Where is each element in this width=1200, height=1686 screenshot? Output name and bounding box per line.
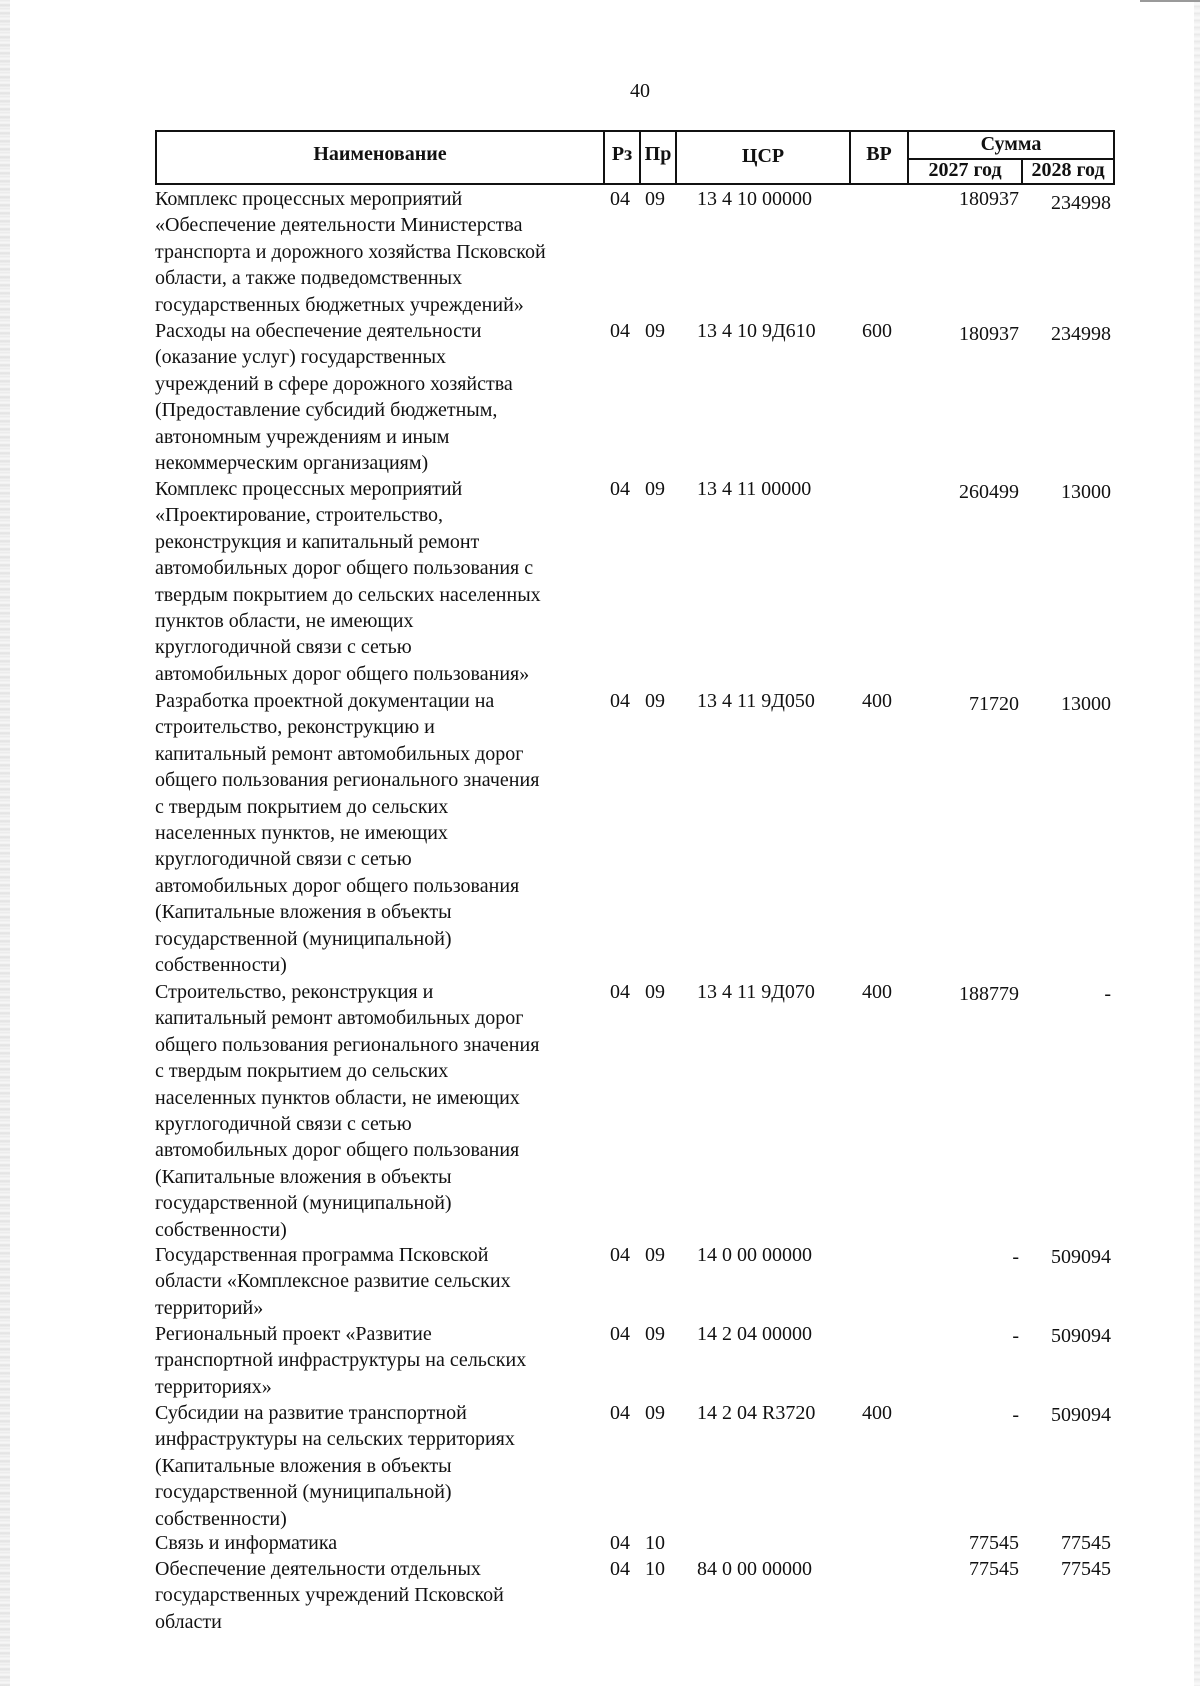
row-pr: 09 bbox=[645, 1402, 665, 1424]
row-sum-2027: 260499 bbox=[959, 481, 1019, 503]
row-rz: 04 bbox=[610, 1244, 630, 1266]
header-csr: ЦСР bbox=[741, 145, 785, 167]
row-pr: 09 bbox=[645, 1323, 665, 1345]
row-pr: 09 bbox=[645, 188, 665, 210]
row-rz: 04 bbox=[610, 690, 630, 712]
row-vr: 400 bbox=[862, 1402, 892, 1424]
row-sum-2027: - bbox=[1012, 1404, 1019, 1426]
row-csr: 14 0 00 00000 bbox=[697, 1244, 812, 1266]
row-pr: 09 bbox=[645, 478, 665, 500]
row-name: Связь и информатика bbox=[155, 1532, 338, 1554]
row-sum-2028: 509094 bbox=[1051, 1404, 1111, 1426]
row-sum-2027: 180937 bbox=[959, 188, 1019, 210]
row-pr: 10 bbox=[645, 1558, 665, 1580]
row-sum-2027: 71720 bbox=[969, 693, 1019, 715]
row-sum-2028: 234998 bbox=[1051, 192, 1111, 214]
row-name: Строительство, реконструкция и капитальный ремонт автомобильных дорог общего пользования регионального значения с твердым покрытием до сельских населенных пунктов области, не имеющих круглогодичной связи с сетью автомобильных дорог общего пользования (Капитальные вложения в объекты государственной (муниципальной) собственности) bbox=[155, 981, 540, 1241]
row-name: Комплекс процессных мероприятий «Обеспечение деятельности Министерства транспорта и дорожного хозяйства Псковской области, а также подведомственных государственных бюджетных учреждений» bbox=[155, 188, 546, 316]
header-name: Наименование bbox=[313, 143, 447, 165]
row-csr: 14 2 04 00000 bbox=[697, 1323, 812, 1345]
page-number: 40 bbox=[630, 80, 650, 102]
row-csr: 13 4 11 00000 bbox=[697, 478, 812, 500]
row-pr: 09 bbox=[645, 320, 665, 342]
scan-edge-right bbox=[1194, 0, 1200, 1686]
row-sum-2027: - bbox=[1012, 1246, 1019, 1268]
row-rz: 04 bbox=[610, 1558, 630, 1580]
row-sum-2027: 77545 bbox=[969, 1532, 1019, 1554]
row-csr: 13 4 10 00000 bbox=[697, 188, 812, 210]
row-rz: 04 bbox=[610, 478, 630, 500]
scan-edge-left bbox=[0, 0, 10, 1686]
row-name: Обеспечение деятельности отдельных государственных учреждений Псковской области bbox=[155, 1558, 504, 1633]
table-header bbox=[155, 130, 1115, 185]
row-name: Региональный проект «Развитие транспортной инфраструктуры на сельских территориях» bbox=[155, 1323, 527, 1398]
row-name: Субсидии на развитие транспортной инфраструктуры на сельских территориях (Капитальные вложения в объекты государственной (муниципальной) собственности) bbox=[155, 1402, 515, 1530]
header-rz: Рз bbox=[611, 143, 633, 165]
row-rz: 04 bbox=[610, 1323, 630, 1345]
row-sum-2028: 77545 bbox=[1061, 1532, 1111, 1554]
row-pr: 09 bbox=[645, 981, 665, 1003]
row-sum-2028: 509094 bbox=[1051, 1246, 1111, 1268]
row-sum-2028: - bbox=[1104, 983, 1111, 1005]
row-csr: 13 4 11 9Д070 bbox=[697, 981, 815, 1003]
row-pr: 09 bbox=[645, 690, 665, 712]
row-sum-2028: 13000 bbox=[1061, 481, 1111, 503]
row-vr: 600 bbox=[862, 320, 892, 342]
header-year-2028: 2028 год bbox=[1031, 159, 1105, 181]
row-csr: 13 4 10 9Д610 bbox=[697, 320, 816, 342]
row-name: Расходы на обеспечение деятельности (оказание услуг) государственных учреждений в сфере дорожного хозяйства (Предоставление субсидий бюджетным, автономным учреждениям и иным некоммерческим организациям) bbox=[155, 320, 513, 475]
row-sum-2027: 180937 bbox=[959, 323, 1019, 345]
row-vr: 400 bbox=[862, 690, 892, 712]
row-rz: 04 bbox=[610, 981, 630, 1003]
row-name: Государственная программа Псковской области «Комплексное развитие сельских территорий» bbox=[155, 1244, 511, 1319]
row-name: Комплекс процессных мероприятий «Проектирование, строительство, реконструкция и капитальный ремонт автомобильных дорог общего пользования с твердым покрытием до сельских населенных пунктов области, не имеющих круглогодичной связи с сетью автомобильных дорог общего пользования» bbox=[155, 478, 541, 685]
header-vr: ВР bbox=[866, 143, 892, 165]
row-name: Разработка проектной документации на строительство, реконструкцию и капитальный ремонт автомобильных дорог общего пользования регионального значения с твердым покрытием до сельских населенных пунктов, не имеющих круглогодичной связи с сетью автомобильных дорог общего пользования (Капитальные вложения в объекты государственной (муниципальной) собственности) bbox=[155, 690, 540, 977]
row-sum-2028: 13000 bbox=[1061, 693, 1111, 715]
row-sum-2027: - bbox=[1012, 1325, 1019, 1347]
row-sum-2027: 188779 bbox=[959, 983, 1019, 1005]
header-pr: Пр bbox=[644, 143, 672, 165]
scan-top-line bbox=[1140, 0, 1200, 2]
row-rz: 04 bbox=[610, 320, 630, 342]
header-year-2027: 2027 год bbox=[928, 159, 1002, 181]
header-sum: Сумма bbox=[980, 133, 1042, 155]
row-sum-2027: 77545 bbox=[969, 1558, 1019, 1580]
row-pr: 10 bbox=[645, 1532, 665, 1554]
row-sum-2028: 234998 bbox=[1051, 323, 1111, 345]
row-sum-2028: 509094 bbox=[1051, 1325, 1111, 1347]
row-csr: 14 2 04 R3720 bbox=[697, 1402, 816, 1424]
row-csr: 13 4 11 9Д050 bbox=[697, 690, 815, 712]
row-rz: 04 bbox=[610, 1402, 630, 1424]
row-pr: 09 bbox=[645, 1244, 665, 1266]
row-csr: 84 0 00 00000 bbox=[697, 1558, 812, 1580]
row-vr: 400 bbox=[862, 981, 892, 1003]
row-rz: 04 bbox=[610, 1532, 630, 1554]
row-sum-2028: 77545 bbox=[1061, 1558, 1111, 1580]
row-rz: 04 bbox=[610, 188, 630, 210]
